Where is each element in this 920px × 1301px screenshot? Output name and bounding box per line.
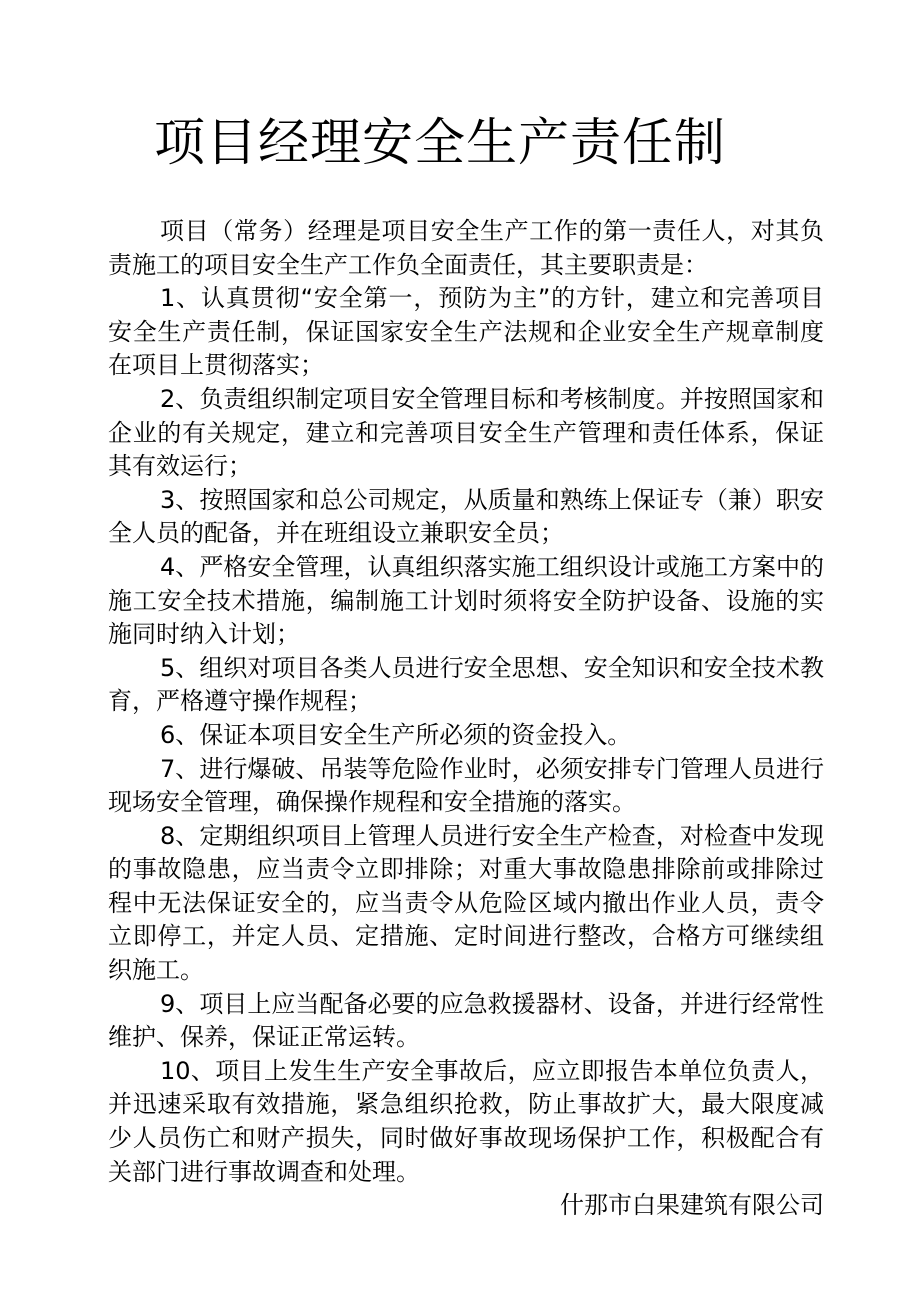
duty-item-3: 3、按照国家和总公司规定，从质量和熟练上保证专（兼）职安全人员的配备，并在班组设立兼职安全员； <box>108 485 824 548</box>
document-title: 项目经理安全生产责任制 <box>153 114 726 173</box>
company-signature: 什那市白果建筑有限公司 <box>560 1191 824 1220</box>
duty-item-10: 10、项目上发生生产安全事故后，应立即报告本单位负责人，并迅速采取有效措施，紧急组织抢救，防止事故扩大，最大限度减少人员伤亡和财产损失，同时做好事故现场保护工作，积极配合有关部门进行事故调查和处理。 <box>108 1056 824 1186</box>
duty-item-2: 2、负责组织制定项目安全管理目标和考核制度。并按照国家和企业的有关规定，建立和完善项目安全生产管理和责任体系，保证其有效运行； <box>108 384 824 481</box>
duty-item-5: 5、组织对项目各类人员进行安全思想、安全知识和安全技术教育，严格遵守操作规程； <box>108 653 824 716</box>
duty-item-7: 7、进行爆破、吊装等危险作业时，必须安排专门管理人员进行现场安全管理，确保操作规程和安全措施的落实。 <box>108 754 824 817</box>
duty-item-8: 8、定期组织项目上管理人员进行安全生产检查，对检查中发现的事故隐患，应当责令立即排除；对重大事故隐患排除前或排除过程中无法保证安全的，应当责令从危险区域内撤出作业人员，责令立即停工，并定人员、定措施、定时间进行整改，合格方可继续组织施工。 <box>108 821 824 985</box>
duty-item-9: 9、项目上应当配备必要的应急救援器材、设备，并进行经常性维护、保养，保证正常运转。 <box>108 989 824 1052</box>
document-body <box>108 215 824 1223</box>
duty-item-4: 4、严格安全管理，认真组织落实施工组织设计或施工方案中的施工安全技术措施，编制施工计划时须将安全防护设备、设施的实施同时纳入计划； <box>108 552 824 649</box>
intro-paragraph: 项目（常务）经理是项目安全生产工作的第一责任人，对其负责施工的项目安全生产工作负全面责任，其主要职责是： <box>108 217 824 279</box>
duty-item-1: 1、认真贯彻“安全第一，预防为主”的方针，建立和完善项目安全生产责任制，保证国家安全生产法规和企业安全生产规章制度在项目上贯彻落实； <box>108 284 824 380</box>
duty-item-6: 6、保证本项目安全生产所必须的资金投入。 <box>160 720 632 749</box>
